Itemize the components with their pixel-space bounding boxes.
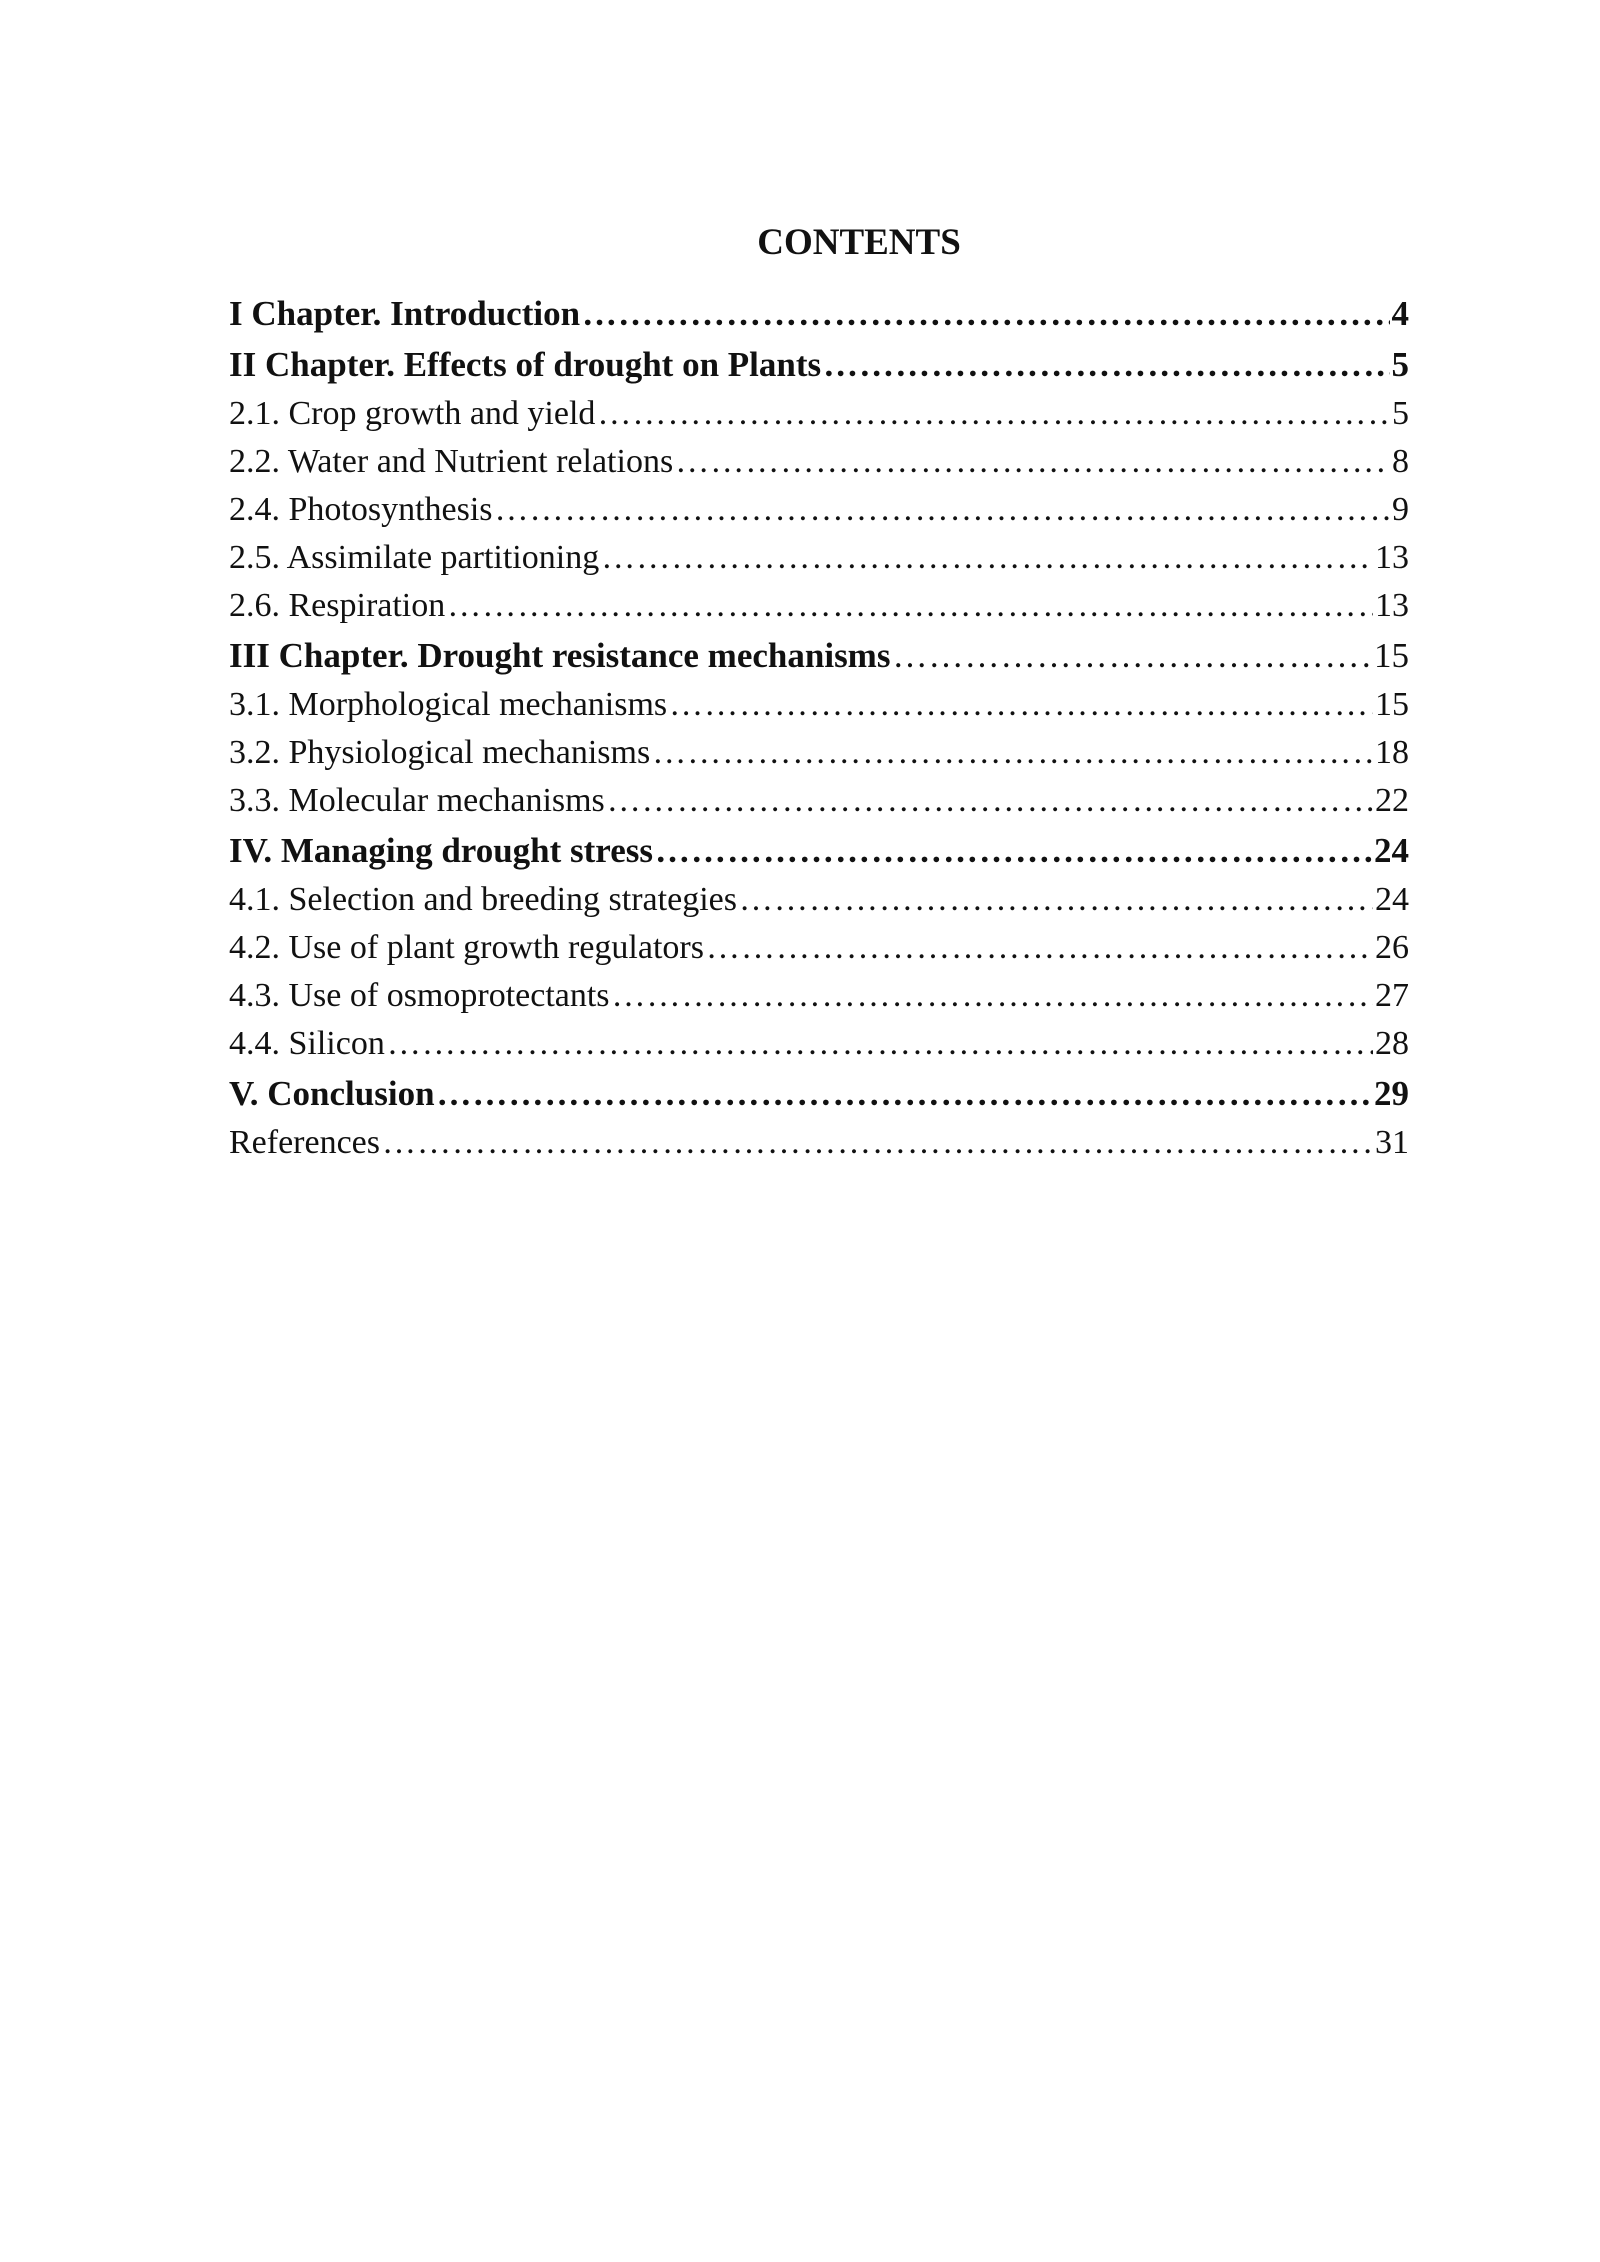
- toc-entry-label: 3.3. Molecular mechanisms: [229, 782, 605, 819]
- dot-leader: [607, 777, 1373, 825]
- toc-entry-page: 24: [1374, 831, 1409, 870]
- toc-entry-label: 3.2. Physiological mechanisms: [229, 734, 651, 771]
- toc-entry-page: 26: [1375, 929, 1409, 966]
- toc-entry-page: 4: [1391, 294, 1409, 333]
- dot-leader: [495, 486, 1390, 534]
- toc-entry-page: 22: [1375, 782, 1409, 819]
- dot-leader: [612, 972, 1373, 1020]
- toc-entry-page: 13: [1375, 539, 1409, 576]
- toc-entry-conclusion: [229, 1068, 1409, 1119]
- toc-entry-label: III Chapter. Drought resistance mechanisms: [229, 636, 891, 675]
- toc-entry-page: 5: [1391, 345, 1409, 384]
- dot-leader: [675, 438, 1390, 486]
- toc-entry-page: 24: [1375, 881, 1409, 918]
- dot-leader: [739, 876, 1373, 924]
- toc-entry-page: 9: [1392, 491, 1409, 528]
- toc-entry-references: [229, 1119, 1409, 1167]
- toc-entry-chapter-4: [229, 825, 1409, 876]
- toc-entry-label: 4.1. Selection and breeding strategies: [229, 881, 737, 918]
- toc-entry-label: 2.1. Crop growth and yield: [229, 395, 596, 432]
- toc-entry-4-1: [229, 876, 1409, 924]
- toc-entry-page: 29: [1374, 1074, 1409, 1113]
- toc-entry-page: 13: [1375, 587, 1409, 624]
- toc-entry-2-4: [229, 486, 1409, 534]
- toc-entry-label: References: [229, 1124, 381, 1161]
- toc-entry-2-1: [229, 390, 1409, 438]
- toc-entry-label: IV. Managing drought stress: [229, 831, 653, 870]
- toc-entry-page: 8: [1392, 443, 1409, 480]
- toc-entry-3-2: [229, 729, 1409, 777]
- dot-leader: [582, 288, 1389, 339]
- toc-entry-page: 28: [1375, 1025, 1409, 1062]
- toc-entry-4-4: [229, 1020, 1409, 1068]
- toc-entry-page: 5: [1392, 395, 1409, 432]
- toc-entry-4-3: [229, 972, 1409, 1020]
- toc-entry-2-6: [229, 582, 1409, 630]
- dot-leader: [387, 1020, 1373, 1068]
- toc-entry-chapter-2: [229, 339, 1409, 390]
- table-of-contents: [229, 288, 1409, 1167]
- dot-leader: [669, 681, 1373, 729]
- toc-entry-2-2: [229, 438, 1409, 486]
- toc-entry-2-5: [229, 534, 1409, 582]
- toc-entry-3-1: [229, 681, 1409, 729]
- toc-entry-label: 3.1. Morphological mechanisms: [229, 686, 668, 723]
- toc-entry-label: 2.6. Respiration: [229, 587, 446, 624]
- toc-entry-page: 18: [1375, 734, 1409, 771]
- toc-entry-label: 2.2. Water and Nutrient relations: [229, 443, 674, 480]
- toc-entry-chapter-1: [229, 288, 1409, 339]
- contents-heading: CONTENTS: [757, 222, 961, 263]
- dot-leader: [706, 924, 1373, 972]
- toc-entry-label: I Chapter. Introduction: [229, 294, 581, 333]
- toc-entry-label: 2.4. Photosynthesis: [229, 491, 493, 528]
- toc-entry-label: 2.5. Assimilate partitioning: [229, 539, 600, 576]
- dot-leader: [437, 1068, 1372, 1119]
- dot-leader: [447, 582, 1373, 630]
- toc-entry-chapter-3: [229, 630, 1409, 681]
- toc-entry-label: 4.4. Silicon: [229, 1025, 385, 1062]
- dot-leader: [655, 825, 1372, 876]
- dot-leader: [823, 339, 1389, 390]
- toc-entry-page: 27: [1375, 977, 1409, 1014]
- toc-entry-label: V. Conclusion: [229, 1074, 435, 1113]
- toc-entry-label: 4.3. Use of osmoprotectants: [229, 977, 610, 1014]
- toc-entry-4-2: [229, 924, 1409, 972]
- dot-leader: [892, 630, 1372, 681]
- dot-leader: [382, 1119, 1373, 1167]
- toc-entry-label: II Chapter. Effects of drought on Plants: [229, 345, 822, 384]
- dot-leader: [652, 729, 1373, 777]
- dot-leader: [597, 390, 1390, 438]
- dot-leader: [601, 534, 1373, 582]
- toc-entry-page: 31: [1375, 1124, 1409, 1161]
- toc-entry-label: 4.2. Use of plant growth regulators: [229, 929, 704, 966]
- toc-entry-page: 15: [1374, 636, 1409, 675]
- toc-entry-3-3: [229, 777, 1409, 825]
- toc-entry-page: 15: [1375, 686, 1409, 723]
